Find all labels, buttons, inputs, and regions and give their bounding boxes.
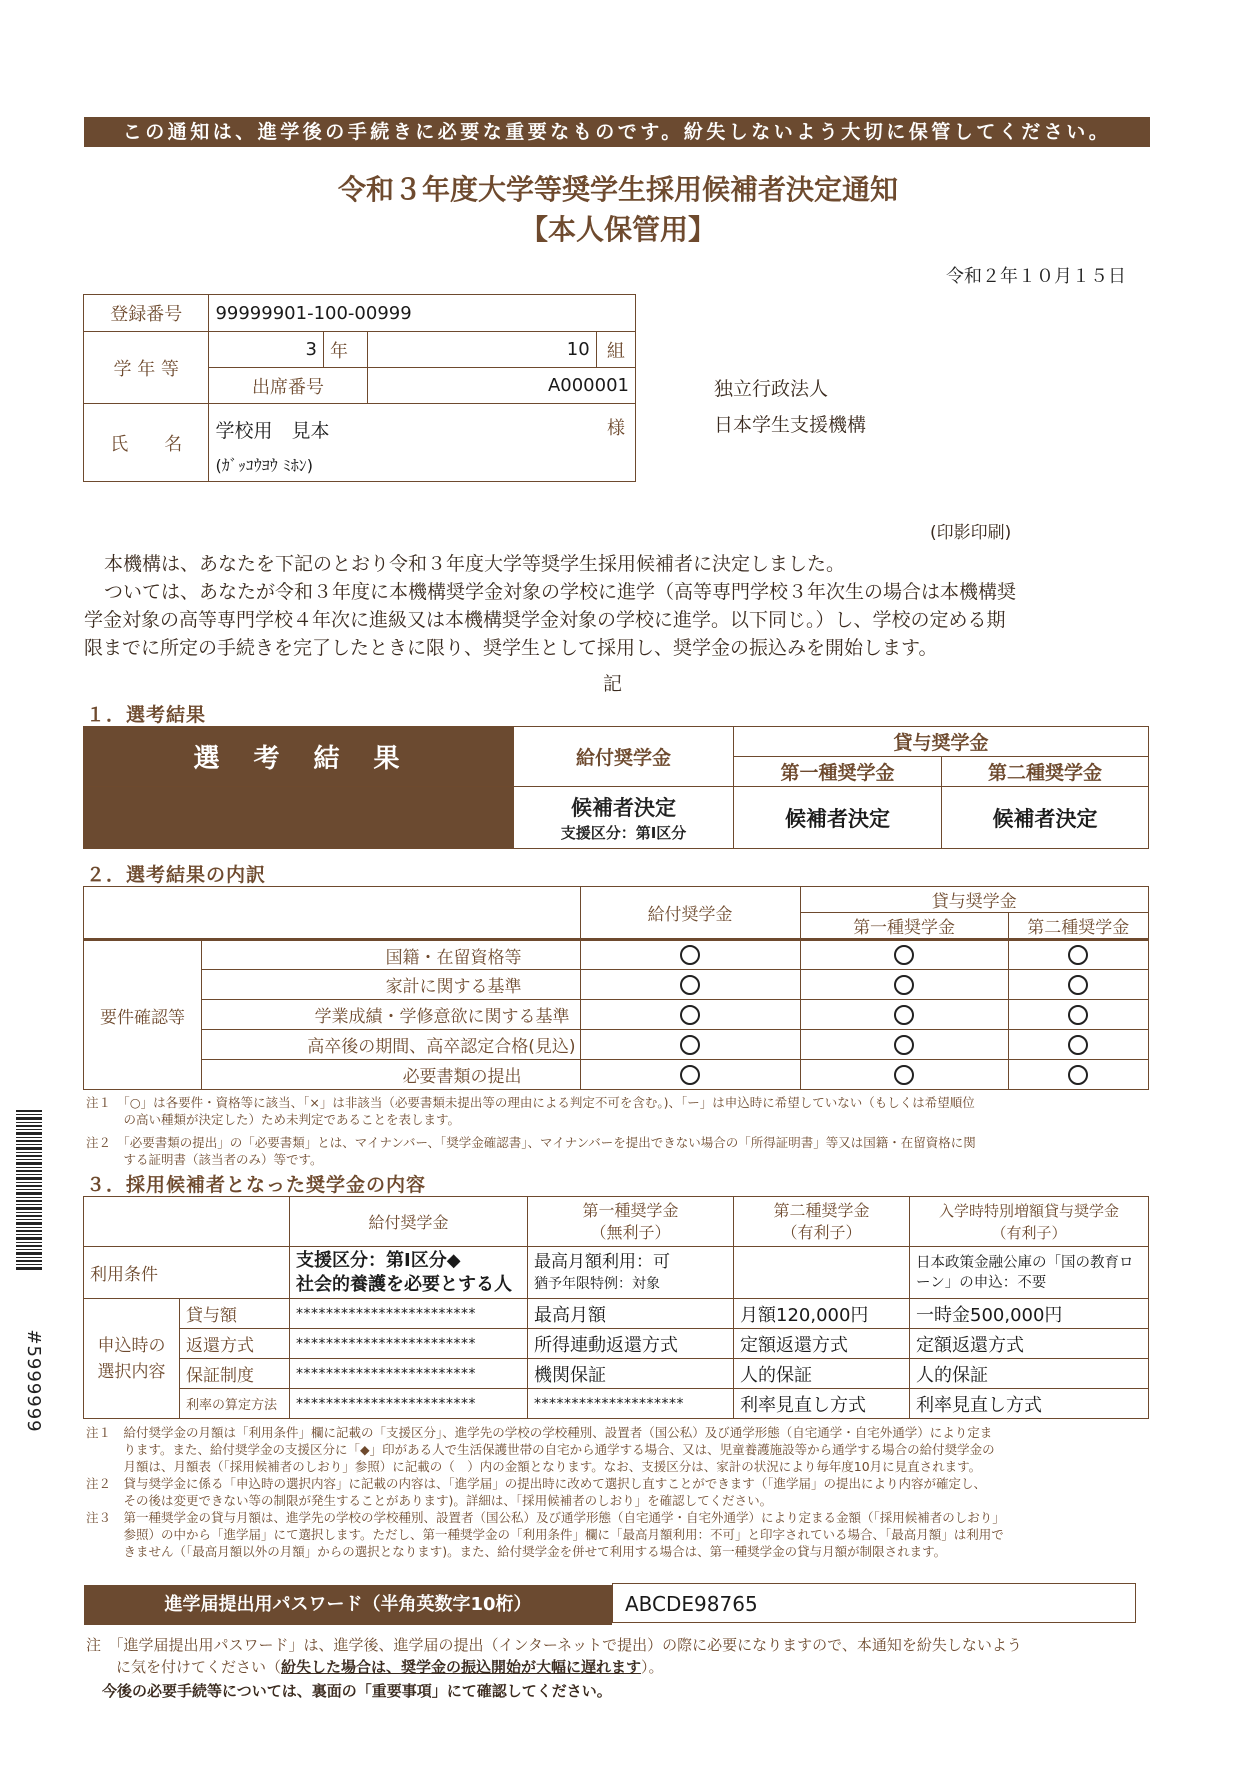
s3-zou-sub: （有利子）: [991, 1223, 1067, 1242]
s2-note-line: 注１ 「○」は各要件・資格等に該当、「×」は非該当（必要書類未提出等の理由による判定不可を含む。)、「ー」は申込時に希望していない（もしくは希望順位: [86, 1095, 975, 1110]
password-note-line2: [86, 1656, 1022, 1678]
circle-mark: [680, 1005, 700, 1025]
s3-row-zou: 人的保証: [910, 1359, 1149, 1389]
s3-riyou-dai1-2: 猶予年限特例：対象: [534, 1275, 660, 1292]
circle-mark: [680, 1035, 700, 1055]
s3-kyufu-header: 給付奨学金: [290, 1197, 528, 1247]
s1-kyufu-result: 候補者決定: [571, 796, 676, 820]
class-value: 10: [367, 332, 596, 368]
seat-label: 出席番号: [209, 368, 367, 404]
selection-result-label: 選 考 結 果: [84, 727, 514, 787]
password-warning: 紛失した場合は、奨学金の振込開始が大幅に遅れます: [281, 1658, 642, 1676]
password-label: 進学届提出用パスワード（半角英数字10桁）: [84, 1585, 612, 1625]
selection-result-table: [83, 726, 1149, 849]
sama-label: 様: [607, 418, 625, 439]
intro-line-2: ついては、あなたが令和３年度に本機構奨学金対象の学校に進学（高等専門学校３年次生の場合は本機構奨: [104, 581, 1017, 603]
barcode: [16, 1110, 42, 1270]
circle-mark: [1068, 1065, 1088, 1085]
s3-note-line: 注２ 貸与奨学金に係る「申込時の選択内容」に記載の内容は、「進学届」の提出時に改めて選択し直すことができます（「進学届」の提出により内容が確定し、: [86, 1476, 987, 1491]
s3-row-kyufu: ************************: [290, 1329, 528, 1359]
password-value: ABCDE98765: [612, 1583, 1136, 1623]
s2-dai2-header: 第二種奨学金: [1008, 913, 1148, 940]
password-note-line1: 注 「進学届提出用パスワード」は、進学後、進学届の提出（インターネットで提出）の際に必要になりますので、本通知を紛失しないよう: [86, 1636, 1022, 1654]
s1-dai1-header: 第一種奨学金: [734, 757, 942, 787]
s3-riyou-label: 利用条件: [84, 1247, 290, 1299]
s3-row-dai1: 所得連動返還方式: [528, 1329, 734, 1359]
circle-mark: [1068, 1035, 1088, 1055]
s2-row-label: 高卒後の期間、高卒認定合格(見込): [202, 1030, 581, 1060]
s1-kyufu-header: 給付奨学金: [514, 727, 734, 787]
s2-row-label: 国籍・在留資格等: [202, 940, 581, 970]
s3-row-zou: 利率見直し方式: [910, 1389, 1149, 1419]
circle-mark: [680, 945, 700, 965]
s1-kyufu-sub: 支援区分：第Ⅰ区分: [560, 824, 687, 842]
scholarship-content-table: [83, 1196, 1149, 1419]
s3-row-label: 保証制度: [180, 1359, 290, 1389]
student-name: 学校用 見本: [215, 420, 330, 442]
circle-mark: [894, 975, 914, 995]
student-kana: (ｶﾞｯｺｳﾖｳ ﾐﾎﾝ): [215, 456, 314, 475]
nen-label: 年: [323, 332, 367, 368]
reg-number: 99999901-100-00999: [209, 295, 636, 332]
section3-title: ３．採用候補者となった奨学金の内容: [86, 1174, 427, 1196]
s3-row-dai2: 人的保証: [734, 1359, 910, 1389]
circle-mark: [1068, 1005, 1088, 1025]
side-number: #5999999: [23, 1329, 44, 1433]
s3-riyou-kyufu-1: 支援区分：第Ⅰ区分◆: [296, 1249, 461, 1271]
s3-dai2-header: 第二種奨学金: [773, 1200, 870, 1220]
intro-line-3: 学金対象の高等専門学校４年次に進級又は本機構奨学金対象の学校に進学。以下同じ。）し、学校の定める期: [84, 609, 1006, 631]
intro-line-4: 限までに所定の手続きを完了したときに限り、奨学生として採用し、奨学金の振込みを開始します。: [84, 637, 938, 659]
s2-row-label: 学業成績・学修意欲に関する基準: [202, 1000, 581, 1030]
s3-notes: [86, 1424, 1156, 1560]
seat-number: A000001: [367, 368, 635, 404]
ki-label: 記: [603, 673, 623, 695]
s2-kyufu-header: 給付奨学金: [580, 887, 800, 940]
s3-note-line: 参照）の中から「進学届」にて選択します。ただし、第一種奨学金の「利用条件」欄に「最高月額利用：不可」と印字されている場合、「最高月額」は利用で: [86, 1527, 1004, 1542]
s3-note-line: 月額は、月額表（「採用候補者のしおり」参照）に記載の（ ）内の金額となります。なお、支援区分は、家計の状況により毎年度10月に見直されます。: [86, 1459, 982, 1474]
password-note: [86, 1634, 1022, 1678]
s3-note-line: ります。また、給付奨学金の支援区分に「◆」印がある人で生活保護世帯の自宅から通学する場合、又は、児童養護施設等から通学する場合の給付奨学金の: [86, 1442, 995, 1457]
s1-dai2-header: 第二種奨学金: [942, 757, 1149, 787]
s3-note-line: その後は変更できない等の制限が発生することがあります)。詳細は、「採用候補者のしおり」を確認してください。: [86, 1493, 773, 1508]
s3-row-dai1: ********************: [528, 1389, 734, 1419]
s3-note-line: 注１ 給付奨学金の月額は「利用条件」欄に記載の「支援区分」、進学先の学校の学校種別、設置者（国公私）及び通学形態（自宅通学・自宅外通学）により定ま: [86, 1425, 993, 1440]
circle-mark: [894, 1065, 914, 1085]
section2-title: ２．選考結果の内訳: [86, 864, 267, 886]
s2-note-line: する証明書（該当者のみ）等です。: [86, 1152, 323, 1167]
circle-mark: [680, 1065, 700, 1085]
s3-riyou-dai1-1: 最高月額利用：可: [534, 1251, 670, 1272]
s3-row-dai1: 最高月額: [528, 1299, 734, 1329]
s3-row-dai2: 定額返還方式: [734, 1329, 910, 1359]
s2-dai1-header: 第一種奨学金: [800, 913, 1008, 940]
issue-date: 令和２年１０月１５日: [946, 266, 1126, 287]
notice-banner: この通知は、進学後の手続きに必要な重要なものです。紛失しないよう大切に保管してください。: [84, 117, 1150, 147]
student-info-table: [83, 294, 636, 482]
s3-row-kyufu: ************************: [290, 1299, 528, 1329]
kumi-label: 組: [596, 332, 635, 368]
s3-zou-header: 入学時特別増額貸与奨学金: [938, 1201, 1119, 1220]
document-title: 令和３年度大学等奨学生採用候補者決定通知: [337, 173, 898, 206]
s3-dai1-header: 第一種奨学金: [582, 1200, 679, 1220]
s3-row-kyufu: ************************: [290, 1359, 528, 1389]
s2-notes: [86, 1094, 1156, 1168]
s2-note-line: の高い種類が決定した）ため未判定であることを表します。: [86, 1112, 461, 1127]
s3-row-kyufu: ************************: [290, 1389, 528, 1419]
document-subtitle: 【本人保管用】: [519, 213, 716, 246]
s1-dai2-result: 候補者決定: [942, 787, 1149, 849]
password-note-2a: に気を付けてください（: [86, 1658, 282, 1676]
s2-row-label: 家計に関する基準: [202, 970, 581, 1000]
s2-group-label: 要件確認等: [84, 940, 202, 1090]
s2-note-line: 注２ 「必要書類の提出」の「必要書類」とは、マイナンバー、「奨学金確認書」、マイナンバーを提出できない場合の「所得証明書」等又は国籍・在留資格に関: [86, 1135, 976, 1150]
s3-row-zou: 定額返還方式: [910, 1329, 1149, 1359]
seal-note: (印影印刷): [930, 523, 1012, 543]
s3-row-label: 返還方式: [180, 1329, 290, 1359]
grade-value: 3: [209, 332, 324, 368]
s3-row-dai2: 利率見直し方式: [734, 1389, 910, 1419]
s3-group-label: 申込時の選択内容: [84, 1299, 180, 1419]
s3-row-label: 貸与額: [180, 1299, 290, 1329]
s3-note-line: 注３ 第一種奨学金の貸与月額は、進学先の学校の学校種別、設置者（国公私）及び通学形態（自宅通学・自宅外通学）により定まる金額（「採用候補者のしおり」: [86, 1510, 1005, 1525]
section1-title: １．選考結果: [86, 704, 207, 726]
s2-taiyo-header: 貸与奨学金: [800, 887, 1148, 913]
name-label: 氏 名: [84, 404, 209, 482]
circle-mark: [1068, 945, 1088, 965]
s3-row-zou: 一時金500,000円: [910, 1299, 1149, 1329]
s3-dai2-sub: （有利子）: [781, 1222, 862, 1242]
final-note: 今後の必要手続等については、裏面の「重要事項」にて確認してください。: [102, 1682, 612, 1700]
circle-mark: [1068, 975, 1088, 995]
s1-dai1-result: 候補者決定: [734, 787, 942, 849]
password-note-2c: ）。: [641, 1658, 664, 1676]
org-line1: 独立行政法人: [714, 378, 829, 400]
barcode-graphic: [16, 1110, 42, 1270]
s3-riyou-zou: 日本政策金融公庫の「国の教育ローン」の申込：不要: [910, 1247, 1149, 1299]
breakdown-table: [83, 886, 1149, 1090]
s1-taiyo-header: 貸与奨学金: [734, 727, 1149, 757]
s3-note-line: きません（「最高月額以外の月額」からの選択となります)。また、給付奨学金を併せて利用する場合は、第一種奨学金の貸与月額が制限されます。: [86, 1544, 947, 1559]
circle-mark: [894, 945, 914, 965]
circle-mark: [894, 1005, 914, 1025]
reg-label: 登録番号: [84, 295, 209, 332]
circle-mark: [894, 1035, 914, 1055]
grade-label: 学 年 等: [84, 332, 209, 404]
s2-row-label: 必要書類の提出: [202, 1060, 581, 1090]
s3-row-dai2: 月額120,000円: [734, 1299, 910, 1329]
s3-row-label: 利率の算定方法: [180, 1389, 290, 1419]
s3-riyou-kyufu-2: 社会的養護を必要とする人: [296, 1273, 512, 1295]
org-line2: 日本学生支援機構: [714, 414, 867, 436]
intro-line-1: 本機構は、あなたを下記のとおり令和３年度大学等奨学生採用候補者に決定しました。: [104, 553, 846, 575]
s3-dai1-sub: （無利子）: [590, 1222, 671, 1242]
circle-mark: [680, 975, 700, 995]
s3-row-dai1: 機関保証: [528, 1359, 734, 1389]
